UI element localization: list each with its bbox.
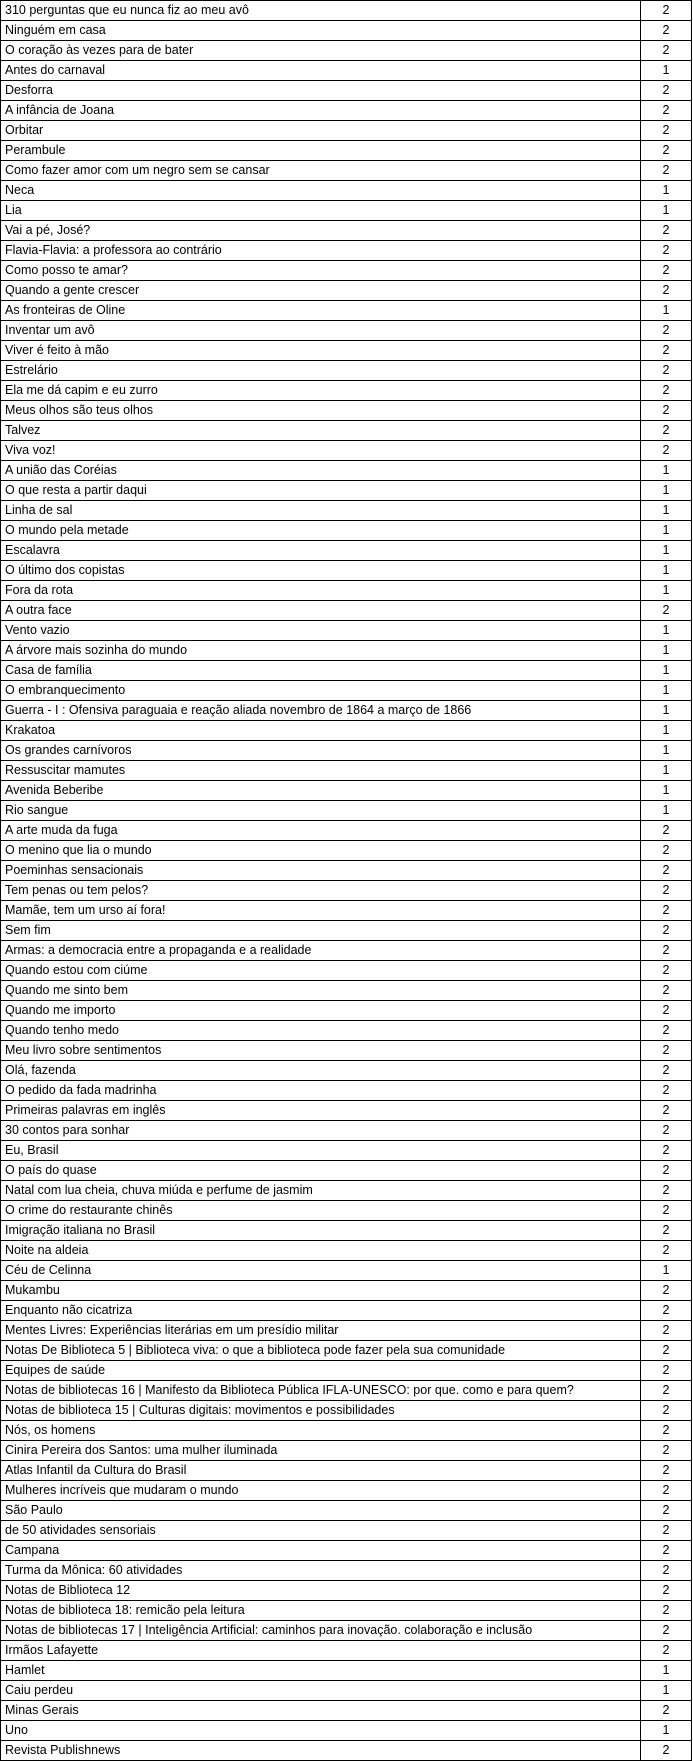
table-row xyxy=(1,1301,692,1321)
count-cell[interactable]: 2 xyxy=(641,41,692,60)
table-row xyxy=(1,161,692,181)
table-row xyxy=(1,1001,692,1021)
table-row xyxy=(1,1401,692,1421)
count-cell[interactable]: 2 xyxy=(641,281,692,300)
count-cell[interactable]: 1 xyxy=(641,781,692,800)
table-row xyxy=(1,1521,692,1541)
count-cell[interactable]: 2 xyxy=(641,1001,692,1020)
count-cell[interactable]: 1 xyxy=(641,701,692,720)
count-cell[interactable]: 2 xyxy=(641,361,692,380)
title-cell[interactable]: Quando me sinto bem xyxy=(1,981,641,1000)
count-cell[interactable]: 1 xyxy=(641,521,692,540)
table-row xyxy=(1,801,692,821)
count-cell[interactable]: 1 xyxy=(641,61,692,80)
table-row xyxy=(1,541,692,561)
table-row xyxy=(1,721,692,741)
table-row xyxy=(1,301,692,321)
table-row xyxy=(1,681,692,701)
table-row xyxy=(1,561,692,581)
title-cell[interactable]: Orbitar xyxy=(1,121,641,140)
table-row xyxy=(1,901,692,921)
title-cell[interactable]: Meus olhos são teus olhos xyxy=(1,401,641,420)
count-cell[interactable]: 1 xyxy=(641,801,692,820)
table-row xyxy=(1,1501,692,1521)
title-cell[interactable]: Vai a pé, José? xyxy=(1,221,641,240)
title-cell[interactable]: Nós, os homens xyxy=(1,1421,641,1440)
count-cell[interactable]: 2 xyxy=(641,21,692,40)
title-cell[interactable]: O embranquecimento xyxy=(1,681,641,700)
title-cell[interactable]: O pedido da fada madrinha xyxy=(1,1081,641,1100)
title-cell[interactable]: Talvez xyxy=(1,421,641,440)
table-row xyxy=(1,1041,692,1061)
count-cell[interactable]: 1 xyxy=(641,541,692,560)
title-cell[interactable]: Minas Gerais xyxy=(1,1701,641,1720)
table-row xyxy=(1,481,692,501)
table-row xyxy=(1,1601,692,1621)
title-cell[interactable]: Quando estou com ciúme xyxy=(1,961,641,980)
title-cell[interactable]: Mukambu xyxy=(1,1281,641,1300)
title-cell[interactable]: Hamlet xyxy=(1,1661,641,1680)
count-cell[interactable]: 1 xyxy=(641,181,692,200)
count-cell[interactable]: 2 xyxy=(641,341,692,360)
table-row xyxy=(1,1321,692,1341)
title-cell[interactable]: Armas: a democracia entre a propaganda e a realidade xyxy=(1,941,641,960)
count-cell[interactable]: 2 xyxy=(641,1421,692,1440)
title-cell[interactable]: Inventar um avô xyxy=(1,321,641,340)
count-cell[interactable]: 2 xyxy=(641,1401,692,1420)
title-cell[interactable]: Flavia-Flavia: a professora ao contrário xyxy=(1,241,641,260)
table-row xyxy=(1,601,692,621)
title-cell[interactable]: O país do quase xyxy=(1,1161,641,1180)
table-row xyxy=(1,1541,692,1561)
title-cell[interactable]: Campana xyxy=(1,1541,641,1560)
table-row xyxy=(1,381,692,401)
title-cell[interactable]: Avenida Beberibe xyxy=(1,781,641,800)
count-cell[interactable]: 1 xyxy=(641,1261,692,1280)
count-cell[interactable]: 1 xyxy=(641,681,692,700)
title-cell[interactable]: Mamãe, tem um urso aí fora! xyxy=(1,901,641,920)
count-cell[interactable]: 2 xyxy=(641,221,692,240)
title-cell[interactable]: O menino que lia o mundo xyxy=(1,841,641,860)
table-row xyxy=(1,21,692,41)
count-cell[interactable]: 2 xyxy=(641,861,692,880)
count-cell[interactable]: 2 xyxy=(641,241,692,260)
count-cell[interactable]: 2 xyxy=(641,1341,692,1360)
title-cell[interactable]: Irmãos Lafayette xyxy=(1,1641,641,1660)
title-cell[interactable]: Notas De Biblioteca 5 | Biblioteca viva: o que a biblioteca pode fazer pela sua comunidade xyxy=(1,1341,641,1360)
title-cell[interactable]: Eu, Brasil xyxy=(1,1141,641,1160)
title-cell[interactable]: Desforra xyxy=(1,81,641,100)
count-cell[interactable]: 2 xyxy=(641,1081,692,1100)
title-cell[interactable]: Meu livro sobre sentimentos xyxy=(1,1041,641,1060)
title-cell[interactable]: Perambule xyxy=(1,141,641,160)
table-row xyxy=(1,401,692,421)
count-cell[interactable]: 2 xyxy=(641,261,692,280)
title-cell[interactable]: Lia xyxy=(1,201,641,220)
title-cell[interactable]: Quando me importo xyxy=(1,1001,641,1020)
title-cell[interactable]: Escalavra xyxy=(1,541,641,560)
count-cell[interactable]: 2 xyxy=(641,81,692,100)
count-cell[interactable]: 1 xyxy=(641,1661,692,1680)
table-row xyxy=(1,761,692,781)
title-cell[interactable]: As fronteiras de Oline xyxy=(1,301,641,320)
count-cell[interactable]: 1 xyxy=(641,1721,692,1740)
table-row xyxy=(1,221,692,241)
count-cell[interactable]: 1 xyxy=(641,621,692,640)
title-cell[interactable]: Notas de Biblioteca 12 xyxy=(1,1581,641,1600)
count-cell[interactable]: 2 xyxy=(641,1541,692,1560)
count-cell[interactable]: 2 xyxy=(641,1381,692,1400)
count-cell[interactable]: 2 xyxy=(641,101,692,120)
title-cell[interactable]: Guerra - I : Ofensiva paraguaia e reação aliada novembro de 1864 a março de 1866 xyxy=(1,701,641,720)
title-cell[interactable]: Olá, fazenda xyxy=(1,1061,641,1080)
count-cell[interactable]: 1 xyxy=(641,581,692,600)
table-row xyxy=(1,101,692,121)
table-row xyxy=(1,1741,692,1761)
table-row xyxy=(1,981,692,1001)
table-row xyxy=(1,1361,692,1381)
count-cell[interactable]: 2 xyxy=(641,1441,692,1460)
count-cell[interactable]: 2 xyxy=(641,1241,692,1260)
table-row xyxy=(1,1341,692,1361)
table-row xyxy=(1,1461,692,1481)
table-row xyxy=(1,1101,692,1121)
table-row xyxy=(1,1,692,21)
count-cell[interactable]: 2 xyxy=(641,1181,692,1200)
table-row xyxy=(1,861,692,881)
count-cell[interactable]: 2 xyxy=(641,1561,692,1580)
count-cell[interactable]: 1 xyxy=(641,461,692,480)
table-row xyxy=(1,321,692,341)
count-cell[interactable]: 2 xyxy=(641,941,692,960)
count-cell[interactable]: 2 xyxy=(641,1141,692,1160)
count-cell[interactable]: 1 xyxy=(641,201,692,220)
table-row xyxy=(1,1421,692,1441)
count-cell[interactable]: 2 xyxy=(641,421,692,440)
count-cell[interactable]: 2 xyxy=(641,1101,692,1120)
table-row xyxy=(1,281,692,301)
table-row xyxy=(1,341,692,361)
title-cell[interactable]: Enquanto não cicatriza xyxy=(1,1301,641,1320)
title-cell[interactable]: Ressuscitar mamutes xyxy=(1,761,641,780)
table-row xyxy=(1,1161,692,1181)
table-row xyxy=(1,1141,692,1161)
title-cell[interactable]: Antes do carnaval xyxy=(1,61,641,80)
title-cell[interactable]: Linha de sal xyxy=(1,501,641,520)
count-cell[interactable]: 2 xyxy=(641,1601,692,1620)
count-cell[interactable]: 2 xyxy=(641,821,692,840)
title-cell[interactable]: Fora da rota xyxy=(1,581,641,600)
title-cell[interactable]: Como fazer amor com um negro sem se cansar xyxy=(1,161,641,180)
title-cell[interactable]: Tem penas ou tem pelos? xyxy=(1,881,641,900)
count-cell[interactable]: 1 xyxy=(641,641,692,660)
table-row xyxy=(1,201,692,221)
count-cell[interactable]: 2 xyxy=(641,1,692,20)
count-cell[interactable]: 2 xyxy=(641,1161,692,1180)
title-cell[interactable]: Ela me dá capim e eu zurro xyxy=(1,381,641,400)
table-row xyxy=(1,1121,692,1141)
table-body xyxy=(1,1,692,1761)
count-cell[interactable]: 2 xyxy=(641,1201,692,1220)
table-row xyxy=(1,1481,692,1501)
table-row xyxy=(1,701,692,721)
title-cell[interactable]: Sem fim xyxy=(1,921,641,940)
count-cell[interactable]: 2 xyxy=(641,981,692,1000)
title-cell[interactable]: Revista Publishnews xyxy=(1,1741,641,1760)
count-cell[interactable]: 1 xyxy=(641,661,692,680)
table-row xyxy=(1,521,692,541)
title-cell[interactable]: Natal com lua cheia, chuva miúda e perfume de jasmim xyxy=(1,1181,641,1200)
table-row xyxy=(1,361,692,381)
count-cell[interactable]: 1 xyxy=(641,1681,692,1700)
title-cell[interactable]: Imigração italiana no Brasil xyxy=(1,1221,641,1240)
table-row xyxy=(1,1641,692,1661)
table-row xyxy=(1,881,692,901)
title-cell[interactable]: A união das Coréias xyxy=(1,461,641,480)
title-cell[interactable]: A arte muda da fuga xyxy=(1,821,641,840)
table-row xyxy=(1,921,692,941)
title-cell[interactable]: Como posso te amar? xyxy=(1,261,641,280)
table-row xyxy=(1,1441,692,1461)
table-row xyxy=(1,1261,692,1281)
count-cell[interactable]: 2 xyxy=(641,1221,692,1240)
count-cell[interactable]: 2 xyxy=(641,381,692,400)
count-cell[interactable]: 2 xyxy=(641,1641,692,1660)
title-cell[interactable]: Neca xyxy=(1,181,641,200)
count-cell[interactable]: 2 xyxy=(641,1041,692,1060)
title-cell[interactable]: de 50 atividades sensoriais xyxy=(1,1521,641,1540)
title-cell[interactable]: Notas de bibliotecas 17 | Inteligência Artificial: caminhos para inovação. colaboração e inclusão xyxy=(1,1621,641,1640)
count-cell[interactable]: 2 xyxy=(641,1501,692,1520)
title-cell[interactable]: 310 perguntas que eu nunca fiz ao meu avô xyxy=(1,1,641,20)
title-cell[interactable]: Notas de biblioteca 15 | Culturas digitais: movimentos e possibilidades xyxy=(1,1401,641,1420)
count-cell[interactable]: 1 xyxy=(641,501,692,520)
table-row xyxy=(1,81,692,101)
count-cell[interactable]: 2 xyxy=(641,1741,692,1760)
title-cell[interactable]: Quando a gente crescer xyxy=(1,281,641,300)
count-cell[interactable]: 1 xyxy=(641,301,692,320)
title-cell[interactable]: Caiu perdeu xyxy=(1,1681,641,1700)
count-cell[interactable]: 1 xyxy=(641,741,692,760)
table-row xyxy=(1,781,692,801)
table-row xyxy=(1,1181,692,1201)
title-cell[interactable]: 30 contos para sonhar xyxy=(1,1121,641,1140)
count-cell[interactable]: 2 xyxy=(641,901,692,920)
count-cell[interactable]: 2 xyxy=(641,121,692,140)
title-cell[interactable]: Noite na aldeia xyxy=(1,1241,641,1260)
table-row xyxy=(1,1221,692,1241)
count-cell[interactable]: 2 xyxy=(641,141,692,160)
title-cell[interactable]: Primeiras palavras em inglês xyxy=(1,1101,641,1120)
title-cell[interactable]: São Paulo xyxy=(1,1501,641,1520)
title-cell[interactable]: A árvore mais sozinha do mundo xyxy=(1,641,641,660)
table-row xyxy=(1,1681,692,1701)
count-cell[interactable]: 2 xyxy=(641,1481,692,1500)
count-cell[interactable]: 2 xyxy=(641,321,692,340)
title-cell[interactable]: Uno xyxy=(1,1721,641,1740)
title-cell[interactable]: Estrelário xyxy=(1,361,641,380)
table-row xyxy=(1,421,692,441)
table-row xyxy=(1,941,692,961)
title-cell[interactable]: Krakatoa xyxy=(1,721,641,740)
count-cell[interactable]: 2 xyxy=(641,921,692,940)
title-cell[interactable]: A outra face xyxy=(1,601,641,620)
table-row xyxy=(1,1281,692,1301)
table-row xyxy=(1,581,692,601)
table-row xyxy=(1,501,692,521)
table-row xyxy=(1,1661,692,1681)
table-row xyxy=(1,1721,692,1741)
count-cell[interactable]: 1 xyxy=(641,561,692,580)
count-cell[interactable]: 2 xyxy=(641,881,692,900)
title-cell[interactable]: Céu de Celinna xyxy=(1,1261,641,1280)
count-cell[interactable]: 1 xyxy=(641,761,692,780)
count-cell[interactable]: 2 xyxy=(641,601,692,620)
title-cell[interactable]: Vento vazio xyxy=(1,621,641,640)
table-row xyxy=(1,1021,692,1041)
title-cell[interactable]: O mundo pela metade xyxy=(1,521,641,540)
title-cell[interactable]: Os grandes carnívoros xyxy=(1,741,641,760)
title-cell[interactable]: Mentes Livres: Experiências literárias em um presídio militar xyxy=(1,1321,641,1340)
table-row xyxy=(1,841,692,861)
title-cell[interactable]: Ninguém em casa xyxy=(1,21,641,40)
table-row xyxy=(1,821,692,841)
table-row xyxy=(1,121,692,141)
table-row xyxy=(1,41,692,61)
title-cell[interactable]: Viva voz! xyxy=(1,441,641,460)
title-cell[interactable]: O coração às vezes para de bater xyxy=(1,41,641,60)
count-cell[interactable]: 1 xyxy=(641,481,692,500)
count-cell[interactable]: 2 xyxy=(641,961,692,980)
count-cell[interactable]: 2 xyxy=(641,1621,692,1640)
count-cell[interactable]: 1 xyxy=(641,721,692,740)
table-row xyxy=(1,1581,692,1601)
title-cell[interactable]: Poeminhas sensacionais xyxy=(1,861,641,880)
title-cell[interactable]: Equipes de saúde xyxy=(1,1361,641,1380)
table-row xyxy=(1,661,692,681)
title-cell[interactable]: O que resta a partir daqui xyxy=(1,481,641,500)
title-cell[interactable]: O último dos copistas xyxy=(1,561,641,580)
count-cell[interactable]: 2 xyxy=(641,441,692,460)
count-cell[interactable]: 2 xyxy=(641,1521,692,1540)
count-cell[interactable]: 2 xyxy=(641,401,692,420)
count-cell[interactable]: 2 xyxy=(641,1301,692,1320)
table-row xyxy=(1,641,692,661)
table-row xyxy=(1,181,692,201)
title-cell[interactable]: Quando tenho medo xyxy=(1,1021,641,1040)
title-cell[interactable]: Viver é feito à mão xyxy=(1,341,641,360)
count-cell[interactable]: 2 xyxy=(641,1361,692,1380)
table-row xyxy=(1,1061,692,1081)
count-cell[interactable]: 2 xyxy=(641,1461,692,1480)
title-cell[interactable]: Mulheres incríveis que mudaram o mundo xyxy=(1,1481,641,1500)
title-cell[interactable]: Atlas Infantil da Cultura do Brasil xyxy=(1,1461,641,1480)
table-row xyxy=(1,61,692,81)
table-row xyxy=(1,461,692,481)
title-cell[interactable]: Casa de família xyxy=(1,661,641,680)
table-row xyxy=(1,1381,692,1401)
table-row xyxy=(1,1621,692,1641)
title-cell[interactable]: O crime do restaurante chinês xyxy=(1,1201,641,1220)
count-cell[interactable]: 2 xyxy=(641,1061,692,1080)
count-cell[interactable]: 2 xyxy=(641,1021,692,1040)
table-row xyxy=(1,1241,692,1261)
count-cell[interactable]: 2 xyxy=(641,1321,692,1340)
title-cell[interactable]: Notas de biblioteca 18: remicão pela leitura xyxy=(1,1601,641,1620)
table-row xyxy=(1,621,692,641)
title-cell[interactable]: Notas de bibliotecas 16 | Manifesto da Biblioteca Pública IFLA-UNESCO: por que. como e para quem? xyxy=(1,1381,641,1400)
count-cell[interactable]: 2 xyxy=(641,1701,692,1720)
title-cell[interactable]: Cinira Pereira dos Santos: uma mulher iluminada xyxy=(1,1441,641,1460)
table-row xyxy=(1,741,692,761)
table-row xyxy=(1,441,692,461)
count-cell[interactable]: 2 xyxy=(641,161,692,180)
table-row xyxy=(1,1561,692,1581)
table-row xyxy=(1,141,692,161)
table-row xyxy=(1,961,692,981)
table-row xyxy=(1,241,692,261)
title-cell[interactable]: Rio sangue xyxy=(1,801,641,820)
table-row xyxy=(1,1081,692,1101)
title-cell[interactable]: Turma da Mônica: 60 atividades xyxy=(1,1561,641,1580)
count-cell[interactable]: 2 xyxy=(641,841,692,860)
table-row xyxy=(1,261,692,281)
count-cell[interactable]: 2 xyxy=(641,1121,692,1140)
title-cell[interactable]: A infância de Joana xyxy=(1,101,641,120)
count-cell[interactable]: 2 xyxy=(641,1581,692,1600)
table-row xyxy=(1,1701,692,1721)
table-row xyxy=(1,1201,692,1221)
count-cell[interactable]: 2 xyxy=(641,1281,692,1300)
